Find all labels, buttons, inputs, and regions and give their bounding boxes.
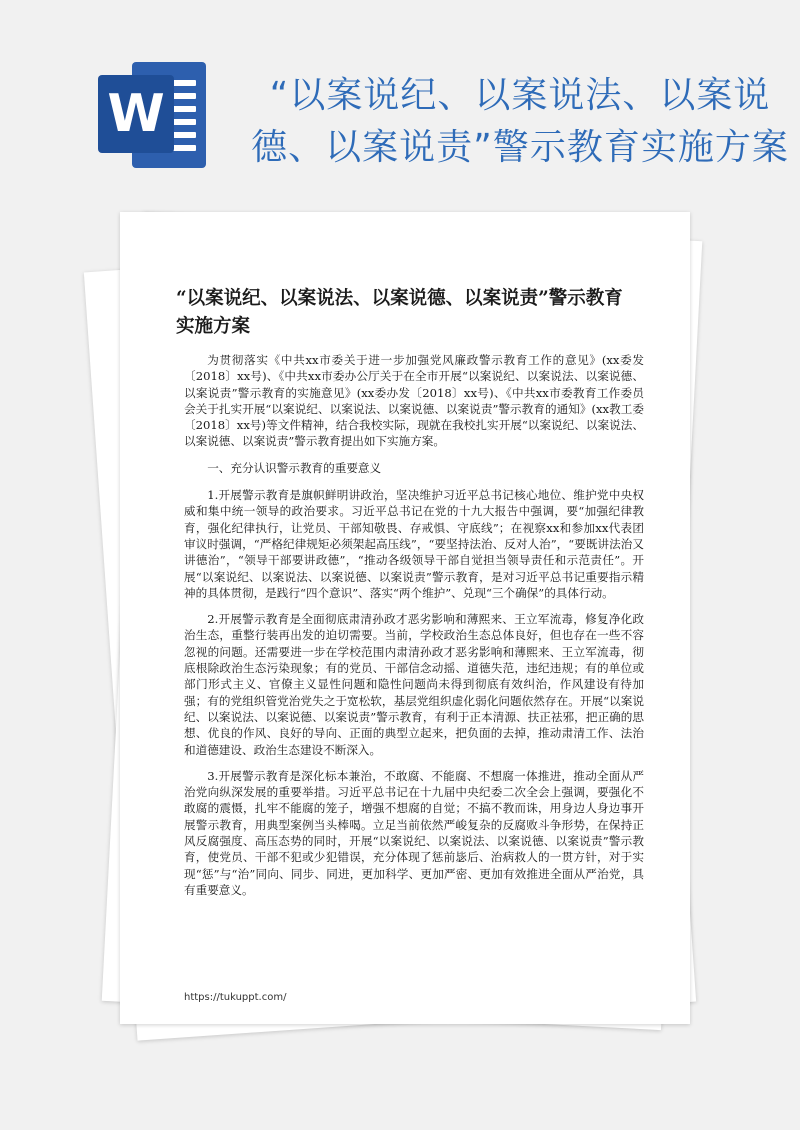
body-paragraph-2: 2.开展警示教育是全面彻底肃清孙政才恶劣影响和薄熙来、王立军流毒，修复净化政治生态，重整行装再出发的迫切需要。当前，学校政治生态总体良好，但也存在一些不容忽视的问题。还需要进一步在学校范围内肃清孙政才恶劣影响和薄熙来、王立军流毒，彻底根除政治生态污染现象；有的党员、干部信念动摇、道德失范，违纪违规；有的单位或部门形式主义、官僚主义显性问题和隐性问题尚未得到彻底有效纠治，作风建设有待加强；有的党组织管党治党失之于宽松软，基层党组织虚化弱化问题依然存在。开展“以案说纪、以案说法、以案说德、以案说责”警示教育，有利于正本清源、扶正祛邪，把正确的思想、优良的作风、良好的导向、正面的典型立起来，把负面的去掉，推动肃清工作、法治和道德建设、政治生态建设不断深入。 (184, 612, 644, 757)
word-logo (98, 62, 208, 168)
source-url: https://tukuppt.com/ (184, 992, 287, 1003)
document-title: “以案说纪、以案说法、以案说德、以案说责”警示教育实施方案 (176, 288, 623, 337)
header-title: “以案说纪、以案说法、以案说德、以案说责”警示教育实施方案 (251, 75, 789, 168)
document-body (184, 352, 644, 908)
intro-paragraph: 为贯彻落实《中共xx市委关于进一步加强党风廉政警示教育工作的意见》(xx委发〔2018〕xx号)、《中共xx市委办公厅关于在全市开展“以案说纪、以案说法、以案说德、以案说责”警示教育的实施意见》(xx委办发〔2018〕xx号)、《中共xx市委教育工作委员会关于扎实开展“以案说纪、以案说法、以案说德、以案说责”警示教育的通知》(xx教工委〔2018〕xx号)等文件精神，结合我校实际，现就在我校扎实开展“以案说纪、以案说法、以案说德、以案说责”警示教育提出如下实施方案。 (184, 353, 644, 449)
body-paragraph-1: 1.开展警示教育是旗帜鲜明讲政治，坚决维护习近平总书记核心地位、维护党中央权威和集中统一领导的政治要求。习近平总书记在党的十九大报告中强调，要“加强纪律教育，强化纪律执行，让党员、干部知敬畏、存戒惧、守底线”；在视察xx和参加xx代表团审议时强调，“严格纪律规矩必须架起高压线”，“要坚持法治、反对人治”，“要既讲法治又讲德治”，“领导干部要讲政德”，“推动各级领导干部自觉担当领导责任和示范责任”。开展“以案说纪、以案说法、以案说德、以案说责”警示教育，是对习近平总书记重要指示精神的具体贯彻，是践行“四个意识”、落实“两个维护”、兑现“三个确保”的具体行动。 (184, 488, 644, 600)
word-logo-letter: W (98, 75, 174, 153)
body-paragraph-3: 3.开展警示教育是深化标本兼治，不敢腐、不能腐、不想腐一体推进，推动全面从严治党向纵深发展的重要举措。习近平总书记在十九届中央纪委二次全会上强调，要强化不敢腐的震慑，扎牢不能腐的笼子，增强不想腐的自觉；不搞不教而诛，用身边人身边事开展警示教育，用典型案例当头棒喝。立足当前依然严峻复杂的反腐败斗争形势，在保持正风反腐强度、高压态势的同时，开展“以案说纪、以案说法、以案说德、以案说责”警示教育，使党员、干部不犯或少犯错误，充分体现了惩前毖后、治病救人的一贯方针，对于实现“惩”与“治”同向、同步、同进，更加科学、更加严密、更加有效推进全面从严治党，具有重要意义。 (184, 768, 644, 897)
section-heading: 一、充分认识警示教育的重要意义 (207, 460, 382, 475)
